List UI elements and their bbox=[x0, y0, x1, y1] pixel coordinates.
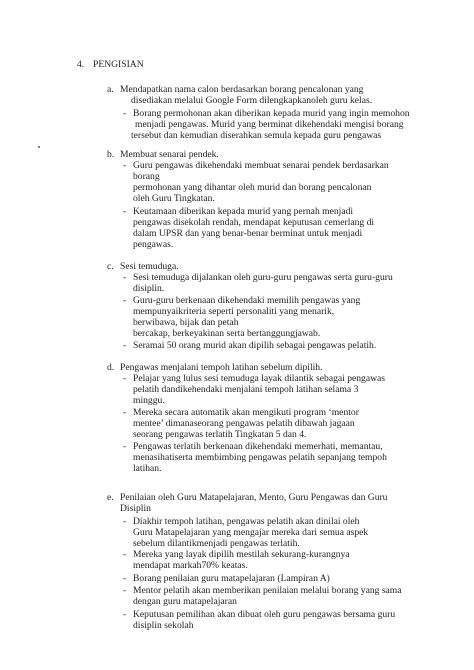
bullet-e-3-line: Mentor pelatih akan memberikan penilaian melalui borang yang sama bbox=[133, 585, 402, 596]
bullet-c-1-line: berwibawa, bijak dan petah bbox=[133, 317, 239, 328]
bullet-dash: - bbox=[123, 373, 127, 384]
bullet-dash: - bbox=[123, 549, 127, 560]
bullet-e-2-line: Borang penilaian guru matapelajaran (Lampiran A) bbox=[133, 573, 330, 584]
bullet-d-2-line: menasihatiserta membimbing pengawas pelatih sepanjang tempoh bbox=[133, 452, 387, 463]
bullet-b-0-line: permohonan yang dihantar oleh murid dan borang pencalonan bbox=[133, 182, 372, 193]
bullet-d-2-line: Pengawas terlatih berkenaan dikehendaki memerhati, memantau, bbox=[133, 441, 383, 452]
bullet-d-2-line: latihan. bbox=[133, 463, 162, 474]
bullet-e-0-line: sebelum dilantikmenjadi pengawas terlatih. bbox=[133, 538, 300, 549]
bullet-e-1-line: Mereka yang layak dipilih mestilah sekurang-kurangnya bbox=[133, 549, 350, 560]
bullet-b-1-line: pengawas disekolah rendah, mendapat keputusan cemerlang di bbox=[133, 217, 375, 228]
item-b-letter: b. bbox=[107, 149, 115, 160]
bullet-e-4-line: disiplin sekolah bbox=[133, 620, 194, 631]
item-b-line: Membuat senarai pendek. bbox=[120, 149, 219, 160]
bullet-b-0-line: oleh Guru Tingkatan. bbox=[133, 193, 215, 204]
bullet-dash: - bbox=[123, 585, 127, 596]
bullet-e-0-line: Guru Matapelajaran yang mengajar mereka dari semua aspek bbox=[133, 527, 369, 538]
bullet-b-1-line: dalam UPSR dan yang benar-benar berminat untuk menjadi bbox=[133, 228, 363, 239]
item-d-line: Pengawas menjalani tempoh latihan sebelum dipilih. bbox=[120, 362, 323, 373]
bullet-d-1-line: mentee’ dimanaseorang pengawas pelatih dibawah jagaan bbox=[133, 418, 355, 429]
bullet-a-0-line: Borang permohonan akan diberikan kepada murid yang ingin memohon bbox=[133, 108, 410, 119]
bullet-d-0-line: minggu. bbox=[133, 395, 165, 406]
bullet-dash: - bbox=[123, 108, 127, 119]
bullet-e-1-line: mendapat markah70% keatas. bbox=[133, 560, 248, 571]
bullet-b-0-line: Guru pengawas dikehendaki membuat senarai pendek berdasarkan bbox=[133, 160, 389, 171]
item-c-letter: c. bbox=[107, 261, 114, 272]
item-e-line: Disiplin bbox=[120, 503, 151, 514]
bullet-b-0-line: borang bbox=[133, 171, 160, 182]
stray-dot bbox=[38, 146, 40, 148]
item-d-letter: d. bbox=[107, 362, 115, 373]
bullet-dash: - bbox=[123, 573, 127, 584]
bullet-b-1-line: pengawas. bbox=[133, 239, 174, 250]
bullet-c-1-line: bercakap, berkeyakinan serta bertanggungjawab. bbox=[133, 328, 321, 339]
bullet-a-0-line: tersebut dan kemudian diserahkan semula kepada guru pengawas bbox=[131, 130, 382, 141]
bullet-c-1-line: mempunyaikriteria seperti personaliti yang menarik, bbox=[133, 306, 335, 317]
bullet-b-1-line: Keutamaan diberikan kepada murid yang pernah menjadi bbox=[133, 206, 354, 217]
item-c-line: Sesi temuduga. bbox=[120, 261, 179, 272]
bullet-dash: - bbox=[123, 160, 127, 171]
bullet-dash: - bbox=[123, 516, 127, 527]
bullet-a-0-line: menjadi pengawas. Murid yang berminat dikehendaki mengisi borang bbox=[135, 119, 404, 130]
bullet-dash: - bbox=[123, 295, 127, 306]
bullet-dash: - bbox=[123, 272, 127, 283]
bullet-d-1-line: seorang pengawas terlatih Tingkatan 5 dan 4. bbox=[133, 429, 307, 440]
bullet-dash: - bbox=[123, 609, 127, 620]
bullet-d-0-line: pelatih dandikehendaki menjalani tempoh latihan selama 3 bbox=[133, 384, 359, 395]
item-e-line: Penilaian oleh Guru Matapelajaran, Mento, Guru Pengawas dan Guru bbox=[120, 492, 388, 503]
bullet-e-4-line: Keputusan pemilihan akan dibuat oleh guru pengawas bersama guru bbox=[133, 609, 396, 620]
item-a-letter: a. bbox=[107, 84, 114, 95]
bullet-dash: - bbox=[123, 340, 127, 351]
bullet-dash: - bbox=[123, 206, 127, 217]
bullet-c-0-line: disiplin. bbox=[133, 283, 165, 294]
section-title: PENGISIAN bbox=[93, 59, 144, 70]
item-a-line: disediakan melalui Google Form dilengkapkanoleh guru kelas. bbox=[131, 95, 373, 106]
item-e-letter: e. bbox=[107, 492, 114, 503]
bullet-e-3-line: dengan guru matapelajaran bbox=[133, 596, 237, 607]
bullet-dash: - bbox=[123, 441, 127, 452]
bullet-e-0-line: Diakhir tempoh latihan, pengawas pelatih akan dinilai oleh bbox=[133, 516, 360, 527]
bullet-c-2-line: Seramai 50 orang murid akan dipilih sebagai pengawas pelatih. bbox=[133, 340, 377, 351]
section-number: 4. bbox=[77, 59, 85, 70]
bullet-c-0-line: Sesi temuduga dijalankan oleh guru-guru pengawas serta guru-guru bbox=[133, 272, 393, 283]
bullet-c-1-line: Guru-guru berkenaan dikehendaki memilih pengawas yang bbox=[133, 295, 361, 306]
bullet-d-1-line: Mereka secara automatik akan mengikuti program ‘mentor bbox=[133, 407, 359, 418]
bullet-d-0-line: Pelajar yang lulus sesi temuduga layak dilantik sebagai pengawas bbox=[133, 373, 386, 384]
bullet-dash: - bbox=[123, 407, 127, 418]
item-a-line: Mendapatkan nama calon berdasarkan borang pencalonan yang bbox=[120, 84, 364, 95]
